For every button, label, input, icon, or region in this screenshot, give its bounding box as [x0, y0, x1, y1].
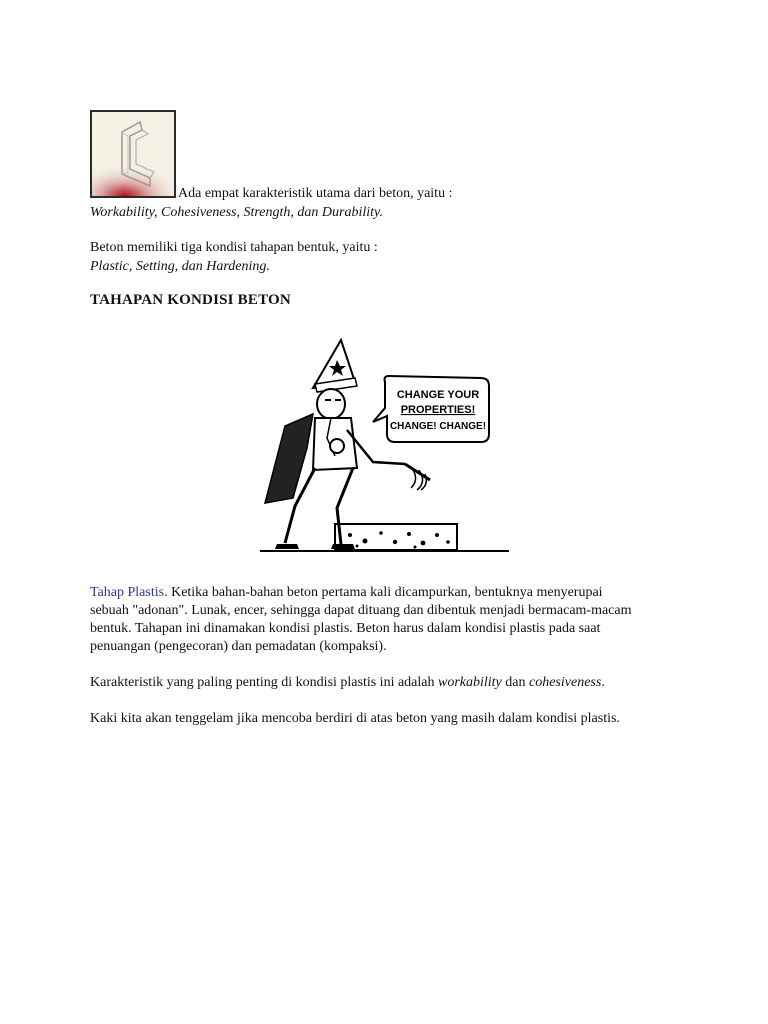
cohesiveness-term: cohesiveness: [529, 675, 602, 690]
plastis-line-2: sebuah "adonan". Lunak, encer, sehingga dapat dituang dan dibentuk menjadi bermacam-macam: [90, 603, 632, 618]
karakteristik-text: Karakteristik yang paling penting di kondisi plastis ini adalah: [90, 675, 438, 690]
plastis-line-3: bentuk. Tahapan ini dinamakan kondisi plastis. Beton harus dalam kondisi plastis pada saat: [90, 621, 601, 636]
intro-line-2: Workability, Cohesiveness, Strength, dan Durability.: [90, 205, 383, 220]
speech-bubble-line-1: CHANGE YOUR: [396, 389, 480, 401]
plastis-line-1-text: . Ketika bahan-bahan beton pertama kali dicampurkan, bentuknya menyerupai: [164, 585, 603, 600]
plastis-line-4: penuangan (pengecoran) dan pemadatan (kompaksi).: [90, 639, 387, 654]
section-heading: TAHAPAN KONDISI BETON: [90, 292, 291, 308]
intro-line-4: Plastic, Setting, dan Hardening.: [90, 259, 270, 274]
document-logo-icon: [90, 110, 176, 198]
speech-bubble-line-3: CHANGE! CHANGE!: [389, 421, 487, 432]
plastis-paragraph: [90, 584, 690, 656]
karakteristik-paragraph: [90, 674, 690, 692]
wizard-cartoon-illustration: [255, 338, 517, 558]
intro-line-3: Beton memiliki tiga kondisi tahapan bentuk, yaitu :: [90, 240, 378, 255]
karakteristik-period: .: [601, 675, 605, 690]
intro-line-1: Ada empat karakteristik utama dari beton, yaitu :: [178, 186, 453, 201]
workability-term: workability: [438, 675, 502, 690]
plastis-line-1: [90, 584, 690, 602]
plastis-lead-term: Tahap Plastis: [90, 585, 165, 600]
karakteristik-conjunction: dan: [501, 675, 529, 690]
speech-bubble-line-2: PROPERTIES!: [400, 404, 476, 416]
kaki-paragraph: Kaki kita akan tenggelam jika mencoba berdiri di atas beton yang masih dalam kondisi plastis.: [90, 711, 620, 726]
